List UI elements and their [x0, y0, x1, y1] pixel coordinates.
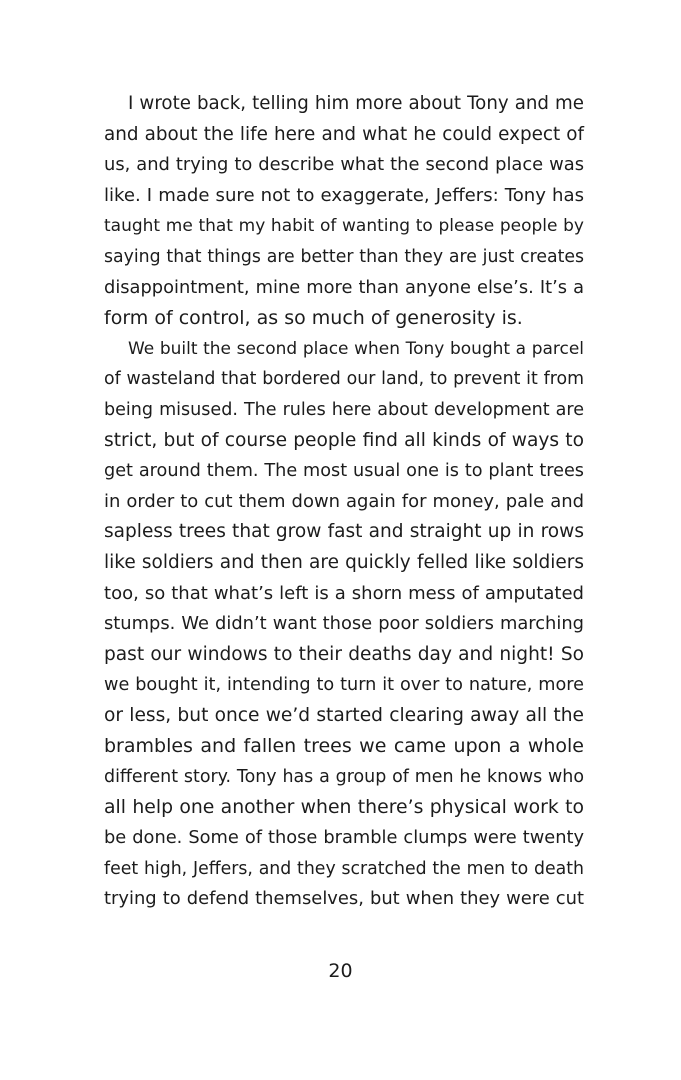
text-line: form of control, as so much of generosity is. — [104, 307, 523, 330]
text-line: too, so that what’s left is a shorn mess of amputated — [104, 582, 584, 604]
text-line: us, and trying to describe what the second place was — [104, 154, 584, 176]
text-line: strict, but of course people find all kinds of ways to — [104, 429, 584, 451]
text-line: feet high, Jeffers, and they scratched the men to death — [104, 858, 584, 879]
paragraph-1 — [104, 89, 584, 334]
text-line: trying to defend themselves, but when they were cut — [104, 888, 584, 910]
text-line: past our windows to their deaths day and night! So — [104, 643, 584, 665]
body-text — [104, 89, 584, 915]
text-line: or less, but once we’d started clearing away all the — [104, 704, 584, 726]
paragraph-2 — [104, 334, 584, 915]
text-line: like soldiers and then are quickly felled like soldiers — [104, 551, 584, 573]
text-line: get around them. The most usual one is to plant trees — [104, 461, 584, 482]
text-line: in order to cut them down again for money, pale and — [104, 490, 584, 512]
text-line: sapless trees that grow fast and straight up in rows — [104, 521, 584, 543]
text-line: all help one another when there’s physical work to — [104, 796, 584, 818]
text-line: we bought it, intending to turn it over to nature, more — [104, 675, 584, 696]
text-line: taught me that my habit of wanting to please people by — [104, 216, 584, 237]
text-line: We built the second place when Tony bought a parcel — [128, 338, 584, 359]
text-line: disappointment, mine more than anyone else’s. It’s a — [104, 276, 584, 298]
text-line: saying that things are better than they are just creates — [104, 246, 584, 267]
text-line: I wrote back, telling him more about Tony and me — [128, 93, 584, 114]
text-line: of wasteland that bordered our land, to prevent it from — [104, 369, 584, 390]
page-number: 20 — [328, 960, 353, 982]
text-line: being misused. The rules here about development are — [104, 399, 584, 420]
text-line: like. I made sure not to exaggerate, Jeffers: Tony has — [104, 184, 584, 206]
text-line: brambles and fallen trees we came upon a whole — [104, 735, 584, 758]
text-line: and about the life here and what he could expect of — [104, 123, 584, 145]
text-line: stumps. We didn’t want those poor soldiers marching — [104, 613, 584, 635]
text-line: different story. Tony has a group of men he knows who — [104, 767, 584, 788]
text-line: be done. Some of those bramble clumps were twenty — [104, 827, 584, 849]
